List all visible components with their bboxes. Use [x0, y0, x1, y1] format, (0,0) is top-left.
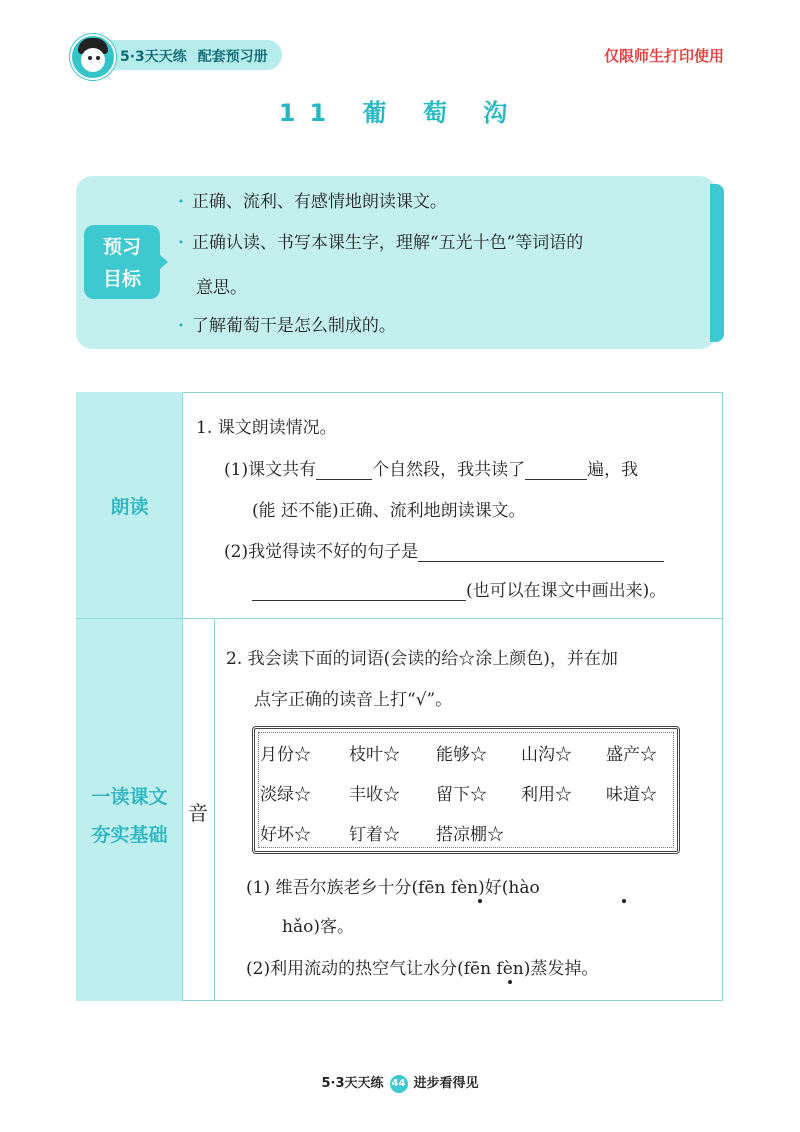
- question-2-line2: 点字正确的读音上打“√”。: [254, 690, 453, 710]
- emphasis-dot: [478, 899, 482, 903]
- goals-label-line2: 目标: [102, 268, 141, 290]
- series-name: 5·3天天练: [120, 49, 187, 65]
- pronunciation-question-2: (2)利用流动的热空气让水分(fēn fèn)蒸发掉。: [246, 959, 599, 979]
- pronunciation-question-1-cont: hǎo)客。: [282, 917, 354, 937]
- paragraph-count-blank[interactable]: [316, 461, 372, 480]
- question-1-2-cont: (也可以在课文中画出来)。: [252, 576, 666, 601]
- footer-series: 5·3天天练: [321, 1076, 384, 1091]
- section-divider: [76, 618, 723, 619]
- word-item[interactable]: 留下☆: [436, 785, 487, 805]
- page-title: 11 葡 萄 沟: [278, 99, 522, 127]
- word-item[interactable]: 钉着☆: [349, 825, 400, 845]
- word-item[interactable]: 能够☆: [436, 745, 487, 765]
- page-number: 44: [390, 1075, 408, 1093]
- word-item[interactable]: 盛产☆: [606, 745, 657, 765]
- series-subtitle: 配套预习册: [197, 49, 268, 65]
- word-item[interactable]: 淡绿☆: [260, 785, 311, 805]
- word-item[interactable]: 山沟☆: [521, 745, 572, 765]
- basic-section-label: 一读课文 夯实基础: [91, 786, 168, 846]
- mascot-avatar-icon: [70, 34, 116, 80]
- footer-slogan: 进步看得见: [413, 1076, 479, 1091]
- word-item[interactable]: 好坏☆: [260, 825, 311, 845]
- goal-item: · 正确、流利、有感情地朗读课文。: [178, 192, 447, 212]
- goal-item-continuation: 意思。: [196, 278, 247, 298]
- difficult-sentence-blank-2[interactable]: [252, 582, 466, 601]
- read-times-blank[interactable]: [525, 461, 587, 480]
- goal-item: · 了解葡萄干是怎么制成的。: [178, 316, 396, 336]
- question-2-line1: 2. 我会读下面的词语(会读的给☆涂上颜色)，并在加: [226, 649, 618, 669]
- word-item[interactable]: 搭凉棚☆: [436, 825, 504, 845]
- pronunciation-question-1: (1) 维吾尔族老乡十分(fēn fèn)好(hào: [246, 878, 540, 898]
- word-item[interactable]: 利用☆: [521, 785, 572, 805]
- read-section-label: 朗读: [110, 496, 149, 518]
- sound-column-divider: [214, 619, 215, 1001]
- emphasis-dot: [508, 980, 512, 984]
- goal-item: · 正确认读、书写本课生字，理解“五光十色”等词语的: [178, 233, 584, 253]
- word-item[interactable]: 枝叶☆: [349, 745, 400, 765]
- print-notice: 仅限师生打印使用: [603, 47, 724, 65]
- difficult-sentence-blank[interactable]: [418, 543, 664, 562]
- question-1-2: (2)我觉得读不好的句子是: [224, 537, 664, 562]
- question-1-1: (1)课文共有 个自然段，我共读了 遍，我: [224, 460, 639, 480]
- emphasis-dot: [622, 899, 626, 903]
- goals-box-edge: [710, 184, 724, 342]
- word-item[interactable]: 丰收☆: [349, 785, 400, 805]
- goals-label-line1: 预习: [102, 236, 141, 258]
- sound-label: 音: [188, 801, 208, 825]
- goals-label: [84, 225, 160, 299]
- question-1-1-ability: (能 还不能)正确、流利地朗读课文。: [252, 501, 526, 521]
- header-series-title: [120, 46, 268, 66]
- word-item[interactable]: 味道☆: [606, 785, 657, 805]
- page-footer: [0, 1072, 800, 1093]
- question-1: 1. 课文朗读情况。: [196, 418, 337, 438]
- word-item[interactable]: 月份☆: [260, 745, 311, 765]
